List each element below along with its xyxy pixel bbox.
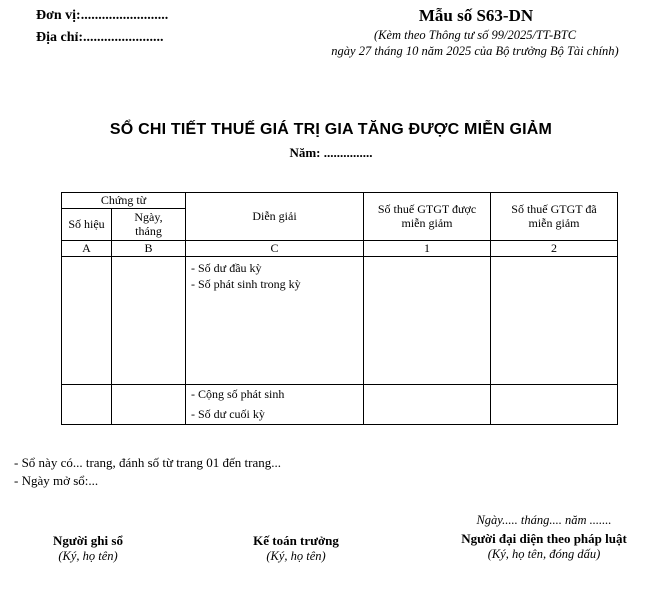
- opening-balance-line: - Số dư đầu kỳ: [191, 261, 262, 275]
- voucher-number-header: Số hiệu: [62, 209, 112, 241]
- recorder-signature-note: (Ký, họ tên): [58, 549, 118, 563]
- voucher-date-cell: [112, 257, 186, 385]
- vat-to-exempt-cell: [364, 257, 491, 385]
- recorder-signature-title: Người ghi sổ: [53, 533, 123, 548]
- vat-exempted-cell: [491, 257, 618, 385]
- document-title: SỔ CHI TIẾT THUẾ GIÁ TRỊ GIA TĂNG ĐƯỢC MIỄN GIẢM: [109, 121, 553, 138]
- vat-exempted-total-cell: [491, 385, 618, 405]
- pages-note: - Sổ này có... trang, đánh số từ trang 01 đến trang...: [14, 455, 281, 470]
- code-c: C: [186, 241, 364, 257]
- voucher-date-cell: [112, 385, 186, 405]
- year-field: Năm: ...............: [289, 145, 373, 160]
- voucher-group-header: Chứng từ: [62, 193, 186, 209]
- closing-balance-label: - Số dư cuối kỳ: [186, 405, 364, 425]
- legal-representative-signature-note: (Ký, họ tên, đóng dấu): [487, 547, 601, 561]
- voucher-number-cell: [62, 405, 112, 425]
- description-body-cell: [186, 257, 364, 385]
- code-b: B: [112, 241, 186, 257]
- voucher-date-cell: [112, 405, 186, 425]
- voucher-number-cell: [62, 257, 112, 385]
- address-field: Địa chỉ:.......................: [36, 30, 164, 45]
- voucher-date-header: Ngày, tháng: [112, 209, 186, 241]
- circular-reference-line1: (Kèm theo Thông tư số 99/2025/TT-BTC: [373, 28, 577, 42]
- chief-accountant-signature-title: Kế toán trưởng: [253, 533, 339, 548]
- column-code-row: [62, 241, 618, 257]
- code-2: 2: [491, 241, 618, 257]
- chief-accountant-signature-note: (Ký, họ tên): [266, 549, 326, 563]
- total-activity-label: - Cộng số phát sinh: [186, 385, 364, 405]
- vat-exempted-closing-cell: [491, 405, 618, 425]
- vat-exemption-ledger-table: [61, 192, 618, 425]
- ledger-body-row: [62, 257, 618, 385]
- closing-balance-row: [62, 405, 618, 425]
- total-activity-row: [62, 385, 618, 405]
- period-activity-line: - Số phát sinh trong kỳ: [191, 277, 301, 291]
- voucher-number-cell: [62, 385, 112, 405]
- vat-exempted-header: Số thuế GTGT đã miễn giảm: [491, 193, 618, 241]
- description-header: Diễn giải: [186, 193, 364, 241]
- unit-name-field: Đơn vị:.........................: [36, 8, 169, 23]
- signature-date-line: Ngày..... tháng.... năm .......: [476, 513, 612, 527]
- code-a: A: [62, 241, 112, 257]
- circular-reference-line2: ngày 27 tháng 10 năm 2025 của Bộ trưởng Bộ Tài chính): [331, 44, 619, 58]
- form-code: Mẫu số S63-DN: [418, 6, 534, 25]
- open-date-note: - Ngày mở sổ:...: [14, 473, 99, 488]
- legal-representative-signature-title: Người đại diện theo pháp luật: [461, 531, 627, 546]
- vat-to-exempt-closing-cell: [364, 405, 491, 425]
- vat-to-exempt-header: Số thuế GTGT được miễn giảm: [364, 193, 491, 241]
- vat-to-exempt-total-cell: [364, 385, 491, 405]
- code-1: 1: [364, 241, 491, 257]
